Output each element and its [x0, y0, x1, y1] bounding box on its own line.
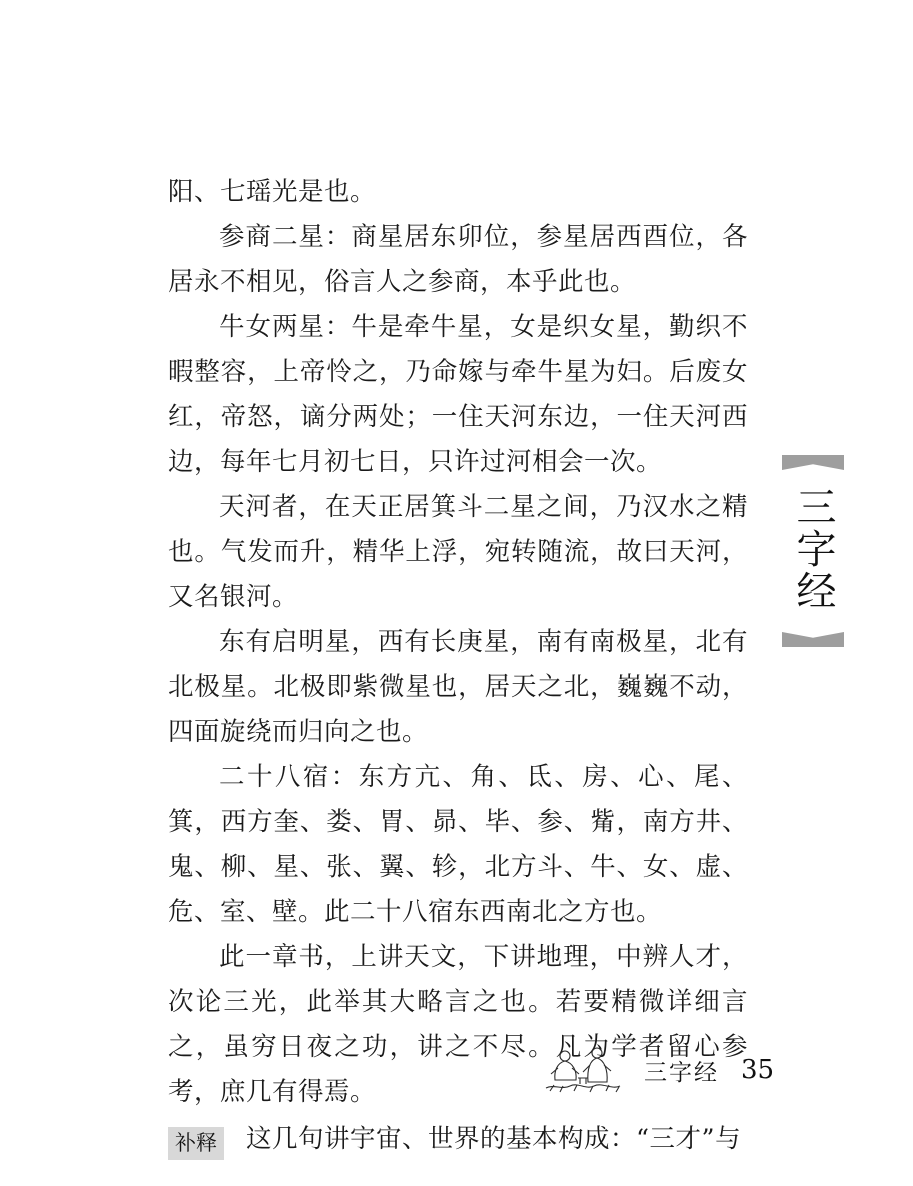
paragraph: 此一章书，上讲天文，下讲地理，中辨人才，次论三光，此举其大略言之也。若要精微详细言之，虽穷日夜之功，讲之不尽。凡为学者留心参考，庶几有得焉。 [168, 942, 748, 1107]
side-title-text: 三字经 [790, 486, 836, 612]
main-text-column [168, 170, 748, 1162]
page-footer [540, 1040, 800, 1100]
footer-book-title: 三字经 [644, 1059, 719, 1086]
annotation-tag: 补释 [168, 1127, 224, 1160]
annotation-block [168, 1117, 748, 1162]
side-title [773, 455, 853, 647]
ornament-bottom-icon [782, 632, 844, 647]
page-number: 35 [741, 1055, 775, 1085]
paragraph: 阳、七瑶光是也。 [168, 177, 377, 207]
two-figures-illustration [540, 1044, 626, 1096]
paragraph: 天河者，在天正居箕斗二星之间，乃汉水之精也。气发而升，精华上浮，宛转随流，故曰天河，又名银河。 [168, 492, 748, 612]
paragraph: 二十八宿：东方亢、角、氐、房、心、尾、箕，西方奎、娄、胃、昴、毕、参、觜，南方井、鬼、柳、星、张、翼、轸，北方斗、牛、女、虚、危、室、壁。此二十八宿东西南北之方也。 [168, 762, 748, 927]
paragraph: 东有启明星，西有长庚星，南有南极星，北有北极星。北极即紫微星也，居天之北，巍巍不动，四面旋绕而归向之也。 [168, 627, 748, 747]
paragraph: 牛女两星：牛是牵牛星，女是织女星，勤织不暇整容，上帝怜之，乃命嫁与牵牛星为妇。后废女红，帝怒，谪分两处；一住天河东边，一住天河西边，每年七月初七日，只许过河相会一次。 [168, 312, 748, 477]
annotation-text: 这几句讲宇宙、世界的基本构成：“三才”与 [246, 1124, 742, 1154]
paragraph: 参商二星：商星居东卯位，参星居西酉位，各居永不相见，俗言人之参商，本乎此也。 [168, 222, 748, 297]
ornament-top-icon [782, 455, 844, 470]
